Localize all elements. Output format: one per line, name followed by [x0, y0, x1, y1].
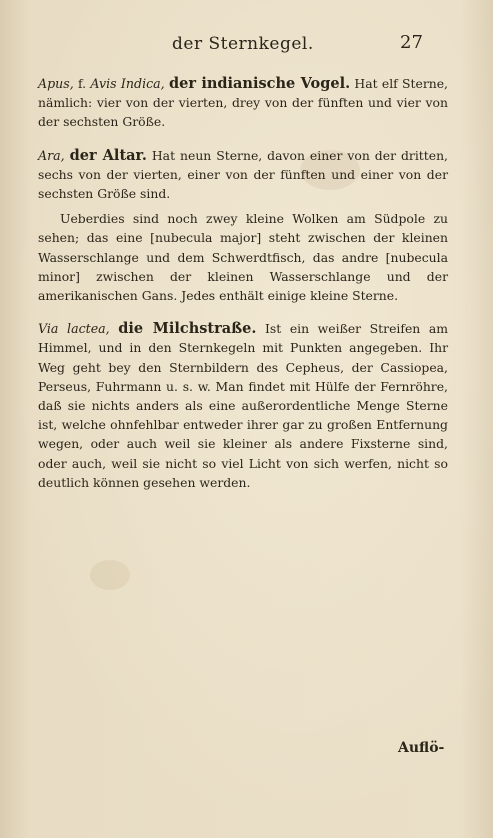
running-title: der Sternkegel. — [172, 34, 314, 54]
page-body — [38, 74, 448, 498]
entry-latin: Avis Indica, — [90, 76, 165, 91]
paper-stain — [90, 560, 130, 590]
page-header — [0, 34, 493, 58]
entry-prefix: f. — [78, 76, 87, 91]
entry-text: Hat elf Sterne, nämlich: vier von der vierten, drey von der fünften und vier von der sechsten Größe. — [38, 76, 448, 130]
entry-term: Apus, — [38, 76, 74, 91]
entry-term: Ara, — [38, 147, 65, 163]
entry-ara — [38, 146, 448, 204]
entry-german-name: der Altar. — [69, 146, 147, 164]
entry-term: Via lactea, — [38, 321, 110, 337]
entry-text: Hat neun Sterne, davon einer von der dritten, sechs von der vierten, einer von der fünften und einer von der sechsten Größe sind. — [38, 147, 448, 202]
catchword: Auflö- — [398, 740, 445, 756]
entry-via-lactea — [38, 319, 448, 492]
paragraph-text: Ueberdies sind noch zwey kleine Wolken am Südpole zu sehen; das eine [nubecula major] steht zwischen der kleinen Wasserschlange und dem Schwerdtfisch, das andre [nubecula minor] zwischen der kleinen Wasserschlange und der amerikanischen Gans. Jedes enthält einige kleine Sterne. — [38, 211, 448, 304]
paragraph-clouds — [38, 209, 448, 305]
entry-german-name: die Milchstraße. — [118, 320, 257, 338]
entry-text: Ist ein weißer Streifen am Himmel, und in den Sternkegeln mit Punkten angegeben. Ihr Weg geht bey den Sternbildern des Cepheus, der Cassiopea, Perseus, Fuhrmann u. s. w. Man findet mit Hülfe der Fernröhre, daß sie nichts anders als eine außerordentliche Menge Sterne ist, welche ohnfehlbar entweder ihrer gar zu großen Entfernung wegen, oder auch weil sie kleiner als andere Fixsterne sind, oder auch, weil sie nicht so viel Licht von sich werfen, nicht so deutlich können gesehen werden. — [38, 321, 448, 490]
entry-german-name: der indianische Vogel. — [168, 75, 351, 92]
entry-apus — [38, 74, 448, 132]
page-number: 27 — [400, 32, 423, 53]
